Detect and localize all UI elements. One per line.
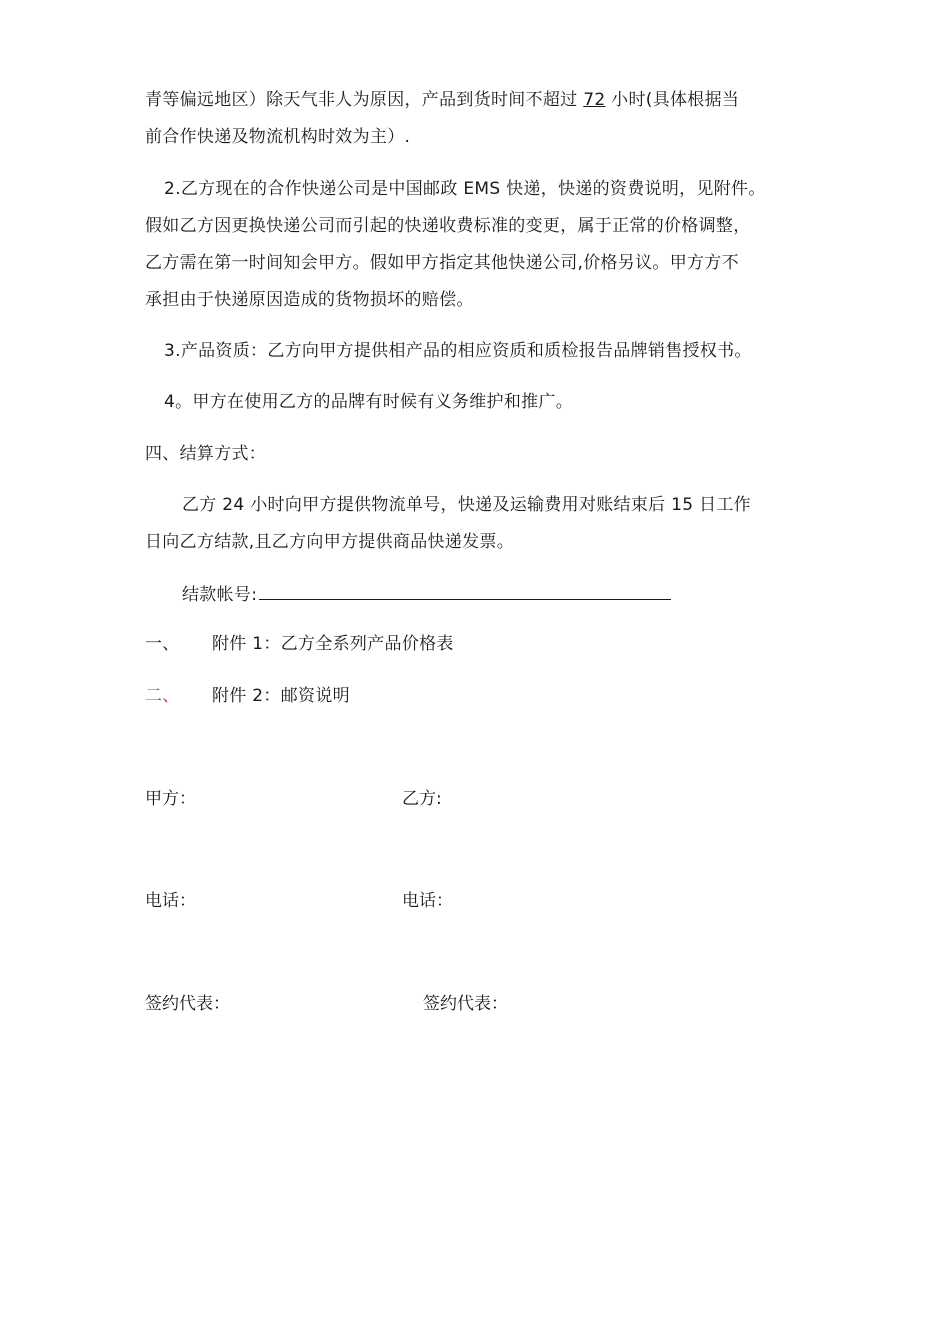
phone-a-label: 电话：	[145, 891, 196, 911]
representative-b-label: 签约代表：	[423, 994, 508, 1014]
paragraph4: 4。甲方在使用乙方的品牌有时候有义务维护和推广。	[164, 392, 574, 412]
attachment-text: 附件 2：邮资说明	[212, 686, 350, 706]
attachment-1	[145, 633, 454, 655]
account-field	[182, 583, 671, 606]
account-blank-line	[259, 583, 671, 600]
phone-b-label: 电话：	[402, 891, 453, 911]
paragraph2-line3: 乙方需在第一时间知会甲方。假如甲方指定其他快递公司,价格另议。甲方方不	[145, 253, 739, 273]
representative-a-label: 签约代表：	[145, 994, 230, 1014]
paragraph2-line4: 承担由于快递原因造成的货物损坏的赔偿。	[145, 290, 474, 310]
paragraph1-text: 青等偏远地区）除天气非人为原因，产品到货时间不超过	[145, 90, 584, 110]
paragraph2-line2: 假如乙方因更换快递公司而引起的快递收费标准的变更，属于正常的价格调整，	[145, 216, 751, 236]
attachment-text: 附件 1：乙方全系列产品价格表	[212, 634, 454, 654]
paragraph1-text-cont: 小时(具体根据当	[605, 90, 740, 110]
attachment-number: 二、	[145, 686, 180, 706]
party-b-label: 乙方:	[402, 789, 442, 809]
paragraph1-line2: 前合作快递及物流机构时效为主）.	[145, 127, 411, 147]
paragraph2-line1: 2.乙方现在的合作快递公司是中国邮政 EMS 快递，快递的资费说明，见附件。	[164, 179, 766, 199]
settlement-line2: 日向乙方结款,且乙方向甲方提供商品快递发票。	[145, 532, 515, 552]
section4-heading: 四、结算方式：	[145, 444, 267, 464]
delivery-hours: 72	[583, 90, 606, 110]
paragraph3: 3.产品资质：乙方向甲方提供相产品的相应资质和质检报告品牌销售授权书。	[164, 341, 752, 361]
account-label: 结款帐号:	[182, 585, 258, 605]
settlement-line1: 乙方 24 小时向甲方提供物流单号，快递及运输费用对账结束后 15 日工作	[182, 495, 751, 515]
attachment-2	[145, 685, 350, 707]
paragraph1-line1	[145, 89, 739, 111]
attachment-number: 一、	[145, 634, 180, 654]
party-a-label: 甲方：	[145, 789, 196, 809]
